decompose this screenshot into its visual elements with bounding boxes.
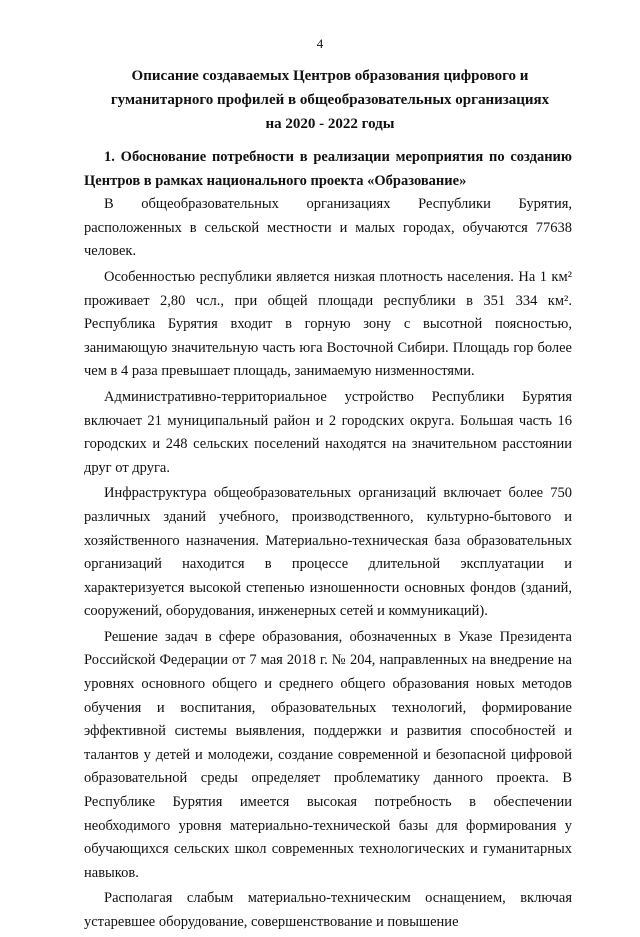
- paragraph-population-density: Особенностью республики является низкая плотность населения. На 1 км² проживает 2,80 чсл., при общей площади республики в 351 334 км². Республика Бурятия входит в горную зону с высотной поясностью, занимающую значительную часть юга Восточной Сибири. Площадь гор более чем в 4 раза превышает площадь, занимаемую низменностями.: [84, 268, 572, 380]
- document-body: [84, 146, 572, 937]
- paragraph-infrastructure: Инфраструктура общеобразовательных организаций включает более 750 различных зданий учебного, производственного, культурно-бытового и хозяйственного назначения. Материально-техническая база образовательных организаций находится в процессе длительной эксплуатации и характеризуется высокой степенью изношенности основных фондов (зданий, сооружений, оборудования, инженерных сетей и коммуникаций).: [84, 485, 572, 620]
- title-line-1: Описание создаваемых Центров образования цифрового и: [131, 68, 529, 84]
- paragraph-students: В общеобразовательных организациях Республики Бурятия, расположенных в сельской местности и малых городах, обучаются 77638 человек.: [84, 196, 572, 260]
- title-line-2: гуманитарного профилей в общеобразовательных организациях: [110, 92, 550, 108]
- section-heading: 1. Обоснование потребности в реализации мероприятия по созданию Центров в рамках национального проекта «Образование»: [84, 149, 572, 189]
- paragraph-equipment: Располагая слабым материально-техническим оснащением, включая устаревшее оборудование, совершенствование и повышение: [84, 890, 572, 930]
- paragraph-education-tasks: Решение задач в сфере образования, обозначенных в Указе Президента Российской Федерации от 7 мая 2018 г. № 204, направленных на внедрение на уровнях основного общего и среднего общего образования новых методов обучения и воспитания, образовательных технологий, формирование эффективной системы выявления, поддержки и развития способностей и талантов у детей и молодежи, создание современной и безопасной цифровой образовательной среды определяет проблематику данного проекта. В Республике Бурятия имеется высокая потребность в обеспечении необходимого уровня материально-технической базы для формирования у обучающихся сельских школ современных технологических и гуманитарных навыков.: [84, 628, 572, 881]
- title-line-3: на 2020 - 2022 годы: [265, 116, 395, 132]
- paragraph-administrative-structure: Административно-территориальное устройство Республики Бурятия включает 21 муниципальный район и 2 городских округа. Большая часть 16 городских и 248 сельских поселений находятся на значительном расстоянии друг от друга.: [84, 388, 572, 476]
- document-title: [80, 64, 580, 136]
- page-number: 4: [316, 36, 324, 51]
